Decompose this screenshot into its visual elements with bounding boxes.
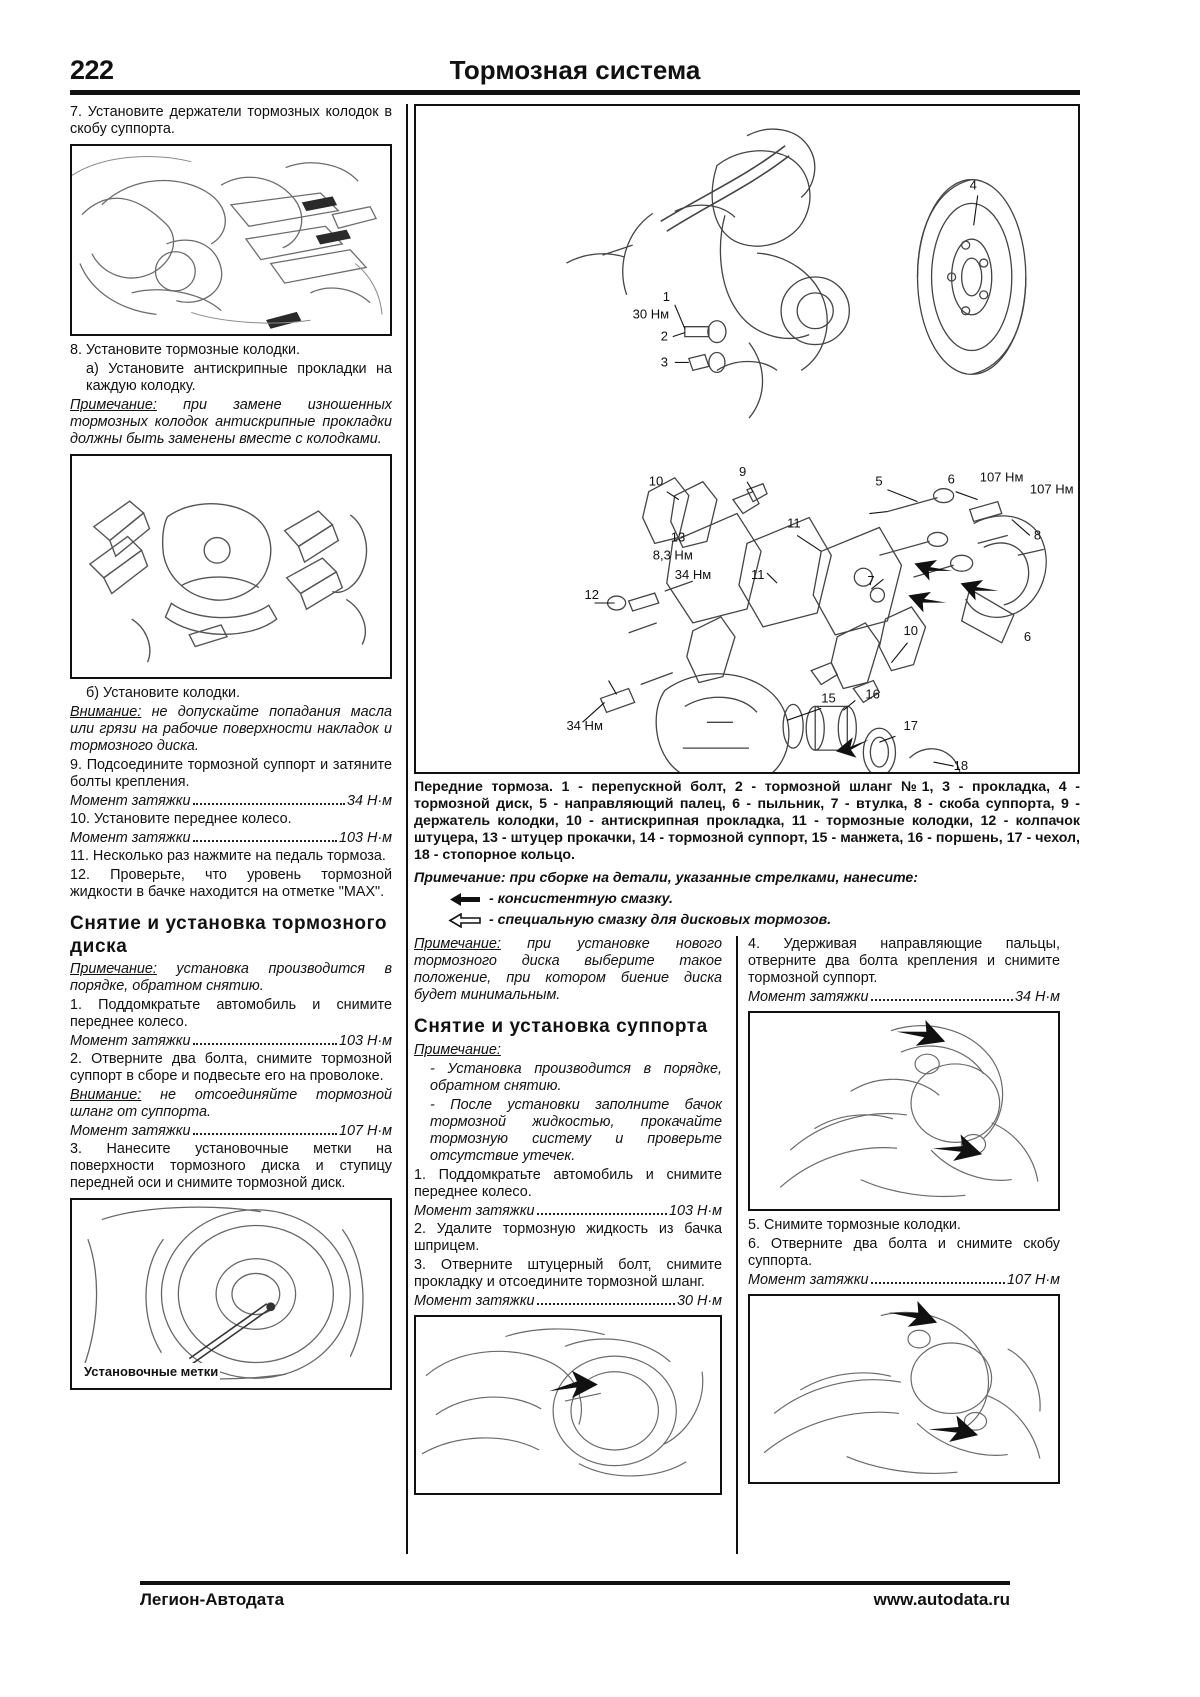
warning-oil: [70, 704, 392, 755]
torque-label: Момент затяжки: [70, 1033, 191, 1050]
legend-grease-label: - консистентную смазку.: [489, 891, 673, 908]
caliper-step-2: 2. Удалите тормозную жидкость из бачка шприцем.: [414, 1220, 722, 1254]
svg-text:6: 6: [1023, 628, 1032, 644]
photo-disc-marks: [70, 1198, 392, 1390]
svg-text:16: 16: [865, 686, 880, 702]
manual-page: [70, 40, 1080, 1650]
svg-text:11: 11: [787, 515, 801, 531]
heading-disc-removal: Снятие и установка тормозного диска: [70, 912, 388, 957]
note-new-disc: [414, 936, 722, 1004]
torque-value: 103 Н·м: [338, 829, 392, 846]
middle-column: [414, 936, 730, 1554]
note-caliper-b2: - После установки заполните бачок тормозной жидкостью, прокачайте тормозную систему и проверьте отсутствие утечек.: [430, 1096, 722, 1164]
legend-special-grease: [448, 912, 1080, 928]
torque-row-right-34: [748, 989, 1060, 1005]
svg-text:6: 6: [947, 471, 955, 487]
svg-text:12: 12: [584, 587, 600, 603]
step-7: 7. Установите держатели тормозных колодок в скобу суппорта.: [70, 104, 392, 137]
note-caliper-b1: - Установка производится в порядке, обратном снятию.: [430, 1060, 722, 1094]
svg-text:34 Нм: 34 Нм: [566, 718, 603, 734]
svg-text:8: 8: [1033, 527, 1042, 543]
torque-value: 34 Н·м: [346, 792, 392, 809]
page-title: Тормозная система: [449, 55, 701, 85]
torque-label: Момент затяжки: [70, 829, 191, 846]
warning-text: не отсоединяйте тормозной шланг от суппорта.: [70, 1087, 392, 1121]
heading-caliper-removal: Снятие и установка суппорта: [414, 1016, 708, 1038]
page-number: 222: [70, 55, 114, 85]
svg-text:107 Нм: 107 Нм: [1029, 481, 1074, 497]
svg-text:11: 11: [751, 567, 765, 583]
page-body: [70, 104, 1080, 1554]
photo-caliper-bracket: [70, 144, 392, 336]
figure-front-brakes: [414, 104, 1080, 774]
torque-label: Момент затяжки: [414, 1202, 535, 1219]
torque-label: Момент затяжки: [748, 1272, 869, 1289]
svg-text:8,3 Нм: 8,3 Нм: [652, 547, 693, 563]
svg-text:5: 5: [875, 473, 883, 489]
header-rule: [70, 90, 1080, 95]
column-divider-1: [406, 104, 408, 1554]
svg-text:1: 1: [662, 288, 670, 304]
torque-dots: [537, 1303, 675, 1305]
figure-caption: Передние тормоза. 1 - перепускной болт, 2 - тормозной шланг №1, 3 - прокладка, 4 - тормозной диск, 5 - направляющий палец, 6 - пыльник, 7 - втулка, 8 - скоба суппорта, 9 - держатель колодки, 10 - антискрипная прокладка, 11 - тормозные колодки, 12 - колпачок штуцера, 13 - штуцер прокачки, 14 - тормозной суппорт, 15 - манжета, 16 - поршень, 17 - чехол, 18 - стопорное кольцо.: [414, 779, 1080, 864]
torque-row-right-107: [748, 1272, 1060, 1288]
torque-label: Момент затяжки: [748, 989, 869, 1006]
torque-value: 34 Н·м: [1014, 989, 1060, 1006]
note-disc-install: [70, 961, 392, 995]
note-label: Примечание:: [70, 961, 157, 978]
torque-row-103: [70, 830, 392, 846]
caliper-step-3: 3. Отверните штуцерный болт, снимите прокладку и отсоедините тормозной шланг.: [414, 1256, 722, 1290]
disc-step-1: 1. Поддомкратьте автомобиль и снимите переднее колесо.: [70, 997, 392, 1031]
footer-rule: [140, 1581, 1010, 1585]
svg-text:30 Нм: 30 Нм: [632, 306, 670, 322]
svg-text:13: 13: [670, 529, 686, 545]
svg-text:17: 17: [903, 718, 918, 734]
svg-text:3: 3: [660, 354, 668, 370]
svg-text:18: 18: [953, 758, 969, 772]
photo-pads-exploded: [70, 454, 392, 679]
svg-text:107 Нм: 107 Нм: [979, 469, 1024, 485]
column-divider-2: [736, 936, 738, 1554]
step-9: 9. Подсоедините тормозной суппорт и затяните болты крепления.: [70, 756, 392, 790]
legend-grease: [448, 891, 1080, 907]
torque-label: Момент затяжки: [414, 1292, 535, 1309]
torque-dots: [193, 840, 337, 842]
website-url[interactable]: www.autodata.ru: [873, 1590, 1010, 1609]
torque-dots: [193, 1043, 337, 1045]
torque-row-107: [70, 1123, 392, 1139]
torque-dots: [193, 803, 345, 805]
note-text: при замене изношенных тормозных колодок антискрипные прокладки должны быть заменены вместе с колодками.: [70, 396, 392, 447]
photo-bracket-bolts: [748, 1294, 1060, 1484]
caliper-step-5: 5. Снимите тормозные колодки.: [748, 1217, 961, 1234]
torque-row-mid-30: [414, 1293, 722, 1309]
disc-step-2: 2. Отверните два болта, снимите тормозной суппорт в сборе и подвесьте его на проволоке.: [70, 1051, 392, 1085]
torque-value: 107 Н·м: [338, 1123, 392, 1140]
torque-value: 107 Н·м: [1006, 1272, 1060, 1289]
warning-label: Внимание:: [70, 703, 142, 720]
torque-label: Момент затяжки: [70, 1123, 191, 1140]
warning-hose: [70, 1087, 392, 1121]
step-11: 11. Несколько раз нажмите на педаль тормоза.: [70, 847, 386, 864]
note-label: Примечание:: [70, 396, 157, 413]
torque-label: Момент затяжки: [70, 792, 191, 809]
torque-value: 103 Н·м: [668, 1202, 722, 1219]
step-10: 10. Установите переднее колесо.: [70, 810, 292, 827]
svg-text:34 Нм: 34 Нм: [674, 567, 712, 583]
arrow-outline-left-icon: [448, 913, 482, 928]
torque-value: 30 Н·м: [676, 1292, 722, 1309]
note-text: при установке нового тормозного диска выберите такое положение, при котором биение диска будет минимальным.: [414, 936, 722, 1004]
torque-dots: [871, 1282, 1005, 1284]
note-pads: [70, 397, 392, 448]
left-column: [70, 104, 400, 1554]
warning-text: не допускайте попадания масла или грязи на рабочие поверхности накладок и тормозного диска.: [70, 703, 392, 754]
arrow-solid-left-icon: [448, 892, 482, 907]
svg-text:15: 15: [821, 690, 836, 706]
bottom-columns: [414, 936, 1080, 1554]
note-caliper-label: Примечание:: [414, 1041, 501, 1058]
torque-dots: [871, 999, 1013, 1001]
step-8b: б) Установите колодки.: [86, 684, 241, 701]
step-12: 12. Проверьте, что уровень тормозной жидкости в бачке находится на отметке "MAX".: [70, 866, 392, 900]
caliper-step-6: 6. Отверните два болта и снимите скобу суппорта.: [748, 1236, 1060, 1270]
svg-text:10: 10: [903, 622, 918, 638]
step-8: 8. Установите тормозные колодки.: [70, 341, 301, 358]
page-footer: [140, 1581, 1010, 1610]
torque-row-103b: [70, 1033, 392, 1049]
torque-dots: [537, 1213, 667, 1215]
caliper-step-1: 1. Поддомкратьте автомобиль и снимите переднее колесо.: [414, 1166, 722, 1200]
torque-row-mid-103: [414, 1203, 722, 1219]
disc-step-3: 3. Нанесите установочные метки на поверхности тормозного диска и ступицу передней оси и снимите тормозной диск.: [70, 1141, 392, 1192]
step-8a: а) Установите антискрипные прокладки на каждую колодку.: [86, 360, 392, 394]
torque-dots: [193, 1133, 337, 1135]
legend-special-label: - специальную смазку для дисковых тормозов.: [489, 912, 832, 929]
warning-label: Внимание:: [70, 1087, 142, 1104]
right-section: [414, 104, 1080, 1554]
svg-text:4: 4: [969, 177, 977, 193]
photo-caliper-bolts: [748, 1011, 1060, 1211]
svg-text:2: 2: [660, 328, 668, 344]
svg-text:9: 9: [738, 463, 747, 479]
photo-caption-marks: Установочные метки: [84, 1364, 219, 1380]
photo-hose-fitting: [414, 1315, 722, 1495]
torque-value: 103 Н·м: [338, 1033, 392, 1050]
figure-caption-note: Примечание: при сборке на детали, указанные стрелками, нанесите:: [414, 870, 919, 887]
page-header: [70, 40, 1080, 86]
svg-text:10: 10: [648, 473, 664, 489]
note-label: Примечание:: [414, 936, 501, 953]
torque-row-34: [70, 793, 392, 809]
publisher-name: Легион-Автодата: [140, 1590, 285, 1609]
right-column: [744, 936, 1060, 1554]
note-text: установка производится в порядке, обратном снятию.: [70, 961, 392, 995]
caliper-step-4: 4. Удерживая направляющие пальцы, отверните два болта крепления и снимите тормозной суппорт.: [748, 936, 1060, 987]
svg-text:7: 7: [867, 573, 875, 589]
